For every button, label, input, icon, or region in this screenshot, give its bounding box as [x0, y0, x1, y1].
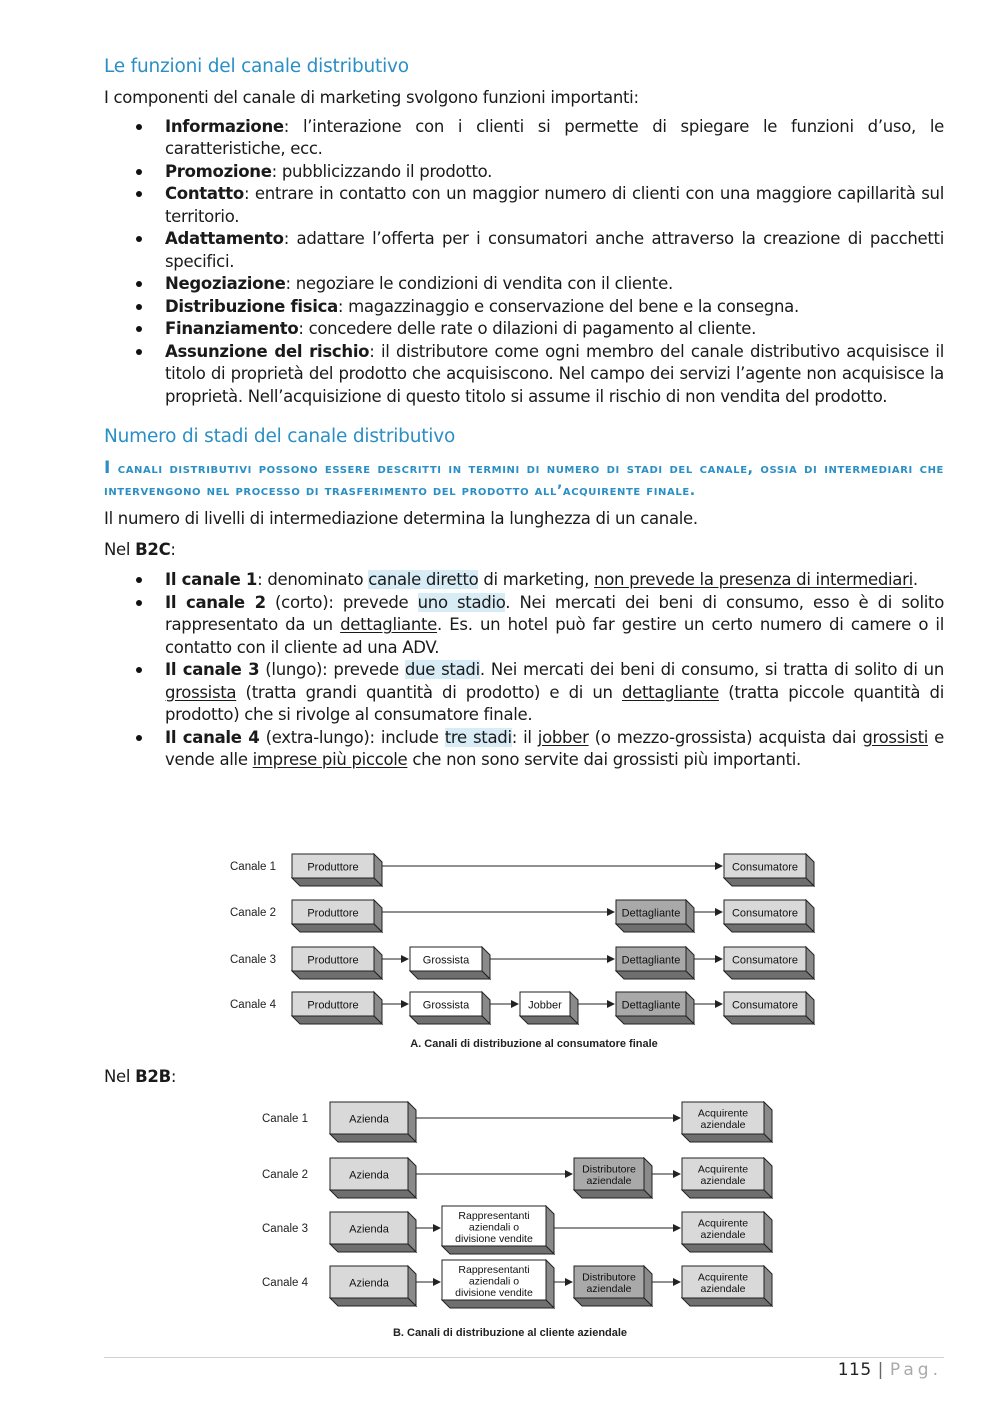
- box-label: aziendale: [700, 1283, 746, 1295]
- produttore-box: [292, 854, 382, 886]
- diagram-b-caption: B. Canali di distribuzione al cliente aziendale: [392, 1327, 628, 1339]
- highlight: canale diretto: [368, 570, 479, 589]
- box-label: Dettagliante: [621, 907, 681, 920]
- row-label: Canale 1: [262, 1113, 309, 1125]
- box-label: Produttore: [307, 907, 359, 920]
- term: Contatto: [165, 184, 244, 203]
- term-text: : adattare l’offerta per i consumatori anche attraverso la creazione di pacchetti specifici.: [165, 229, 944, 271]
- footer-separator: |: [877, 1360, 884, 1380]
- row-label: Canale 4: [262, 1277, 309, 1289]
- rappresentanti-box: [442, 1206, 554, 1254]
- box-label: Rappresentanti: [458, 1263, 530, 1276]
- box-label: Distributore: [582, 1271, 636, 1284]
- b2b-suffix: :: [170, 1067, 177, 1086]
- intro-paragraph: I componenti del canale di marketing svolgono funzioni importanti:: [104, 88, 639, 107]
- box-label: Rappresentanti: [458, 1209, 530, 1222]
- text: (tratta grandi quantità di prodotto) e di un: [236, 682, 622, 702]
- box-label: Consumatore: [731, 954, 799, 967]
- underlined-text: non prevede la presenza di intermediari: [594, 570, 913, 589]
- row-label: Canale 3: [230, 954, 277, 966]
- box-label: Acquirente: [697, 1163, 749, 1176]
- row-label: Canale 4: [230, 999, 277, 1011]
- grossista-box: [410, 992, 490, 1024]
- text: (o mezzo-grossista) acquista dai: [588, 727, 863, 747]
- distributore-box: [574, 1158, 652, 1198]
- box-label: Consumatore: [731, 861, 799, 874]
- box-label: aziendale: [700, 1175, 746, 1187]
- grossista-box: [410, 947, 490, 979]
- list-item: [165, 273, 944, 296]
- row-label: Canale 3: [262, 1223, 309, 1235]
- term: Distribuzione fisica: [165, 296, 338, 316]
- acquirente-box: [682, 1212, 772, 1252]
- highlight: due stadi: [404, 660, 480, 679]
- row-label: Canale 2: [230, 907, 277, 919]
- box-label: Produttore: [307, 954, 359, 967]
- list-item: [165, 161, 944, 184]
- box-label: aziendale: [586, 1175, 632, 1187]
- text: : denominato: [257, 570, 369, 589]
- box-label: Jobber: [528, 999, 562, 1012]
- acquirente-box: [682, 1102, 772, 1142]
- text: che non sono servite dai grossisti più importanti.: [407, 750, 801, 769]
- footer-divider: [104, 1357, 944, 1358]
- term: Finanziamento: [165, 319, 299, 338]
- page-label: Pag.: [889, 1360, 942, 1380]
- caps-text: canali distributivi possono essere descritti in termini di numero di stadi del canale, ossia di intermediari che intervengono nel processo di trasferimento del prodotto all’acquirente finale.: [104, 461, 944, 499]
- list-item-canale-4: [165, 727, 944, 772]
- page-footer: [838, 1360, 942, 1380]
- b2c-suffix: :: [170, 539, 176, 559]
- functions-list: [104, 116, 944, 409]
- dettagliante-box: [616, 947, 694, 979]
- jobber-box: [520, 992, 578, 1024]
- channel-name: Il canale 3: [165, 660, 260, 679]
- term: Promozione: [165, 161, 272, 181]
- list-item-canale-1: [165, 569, 944, 592]
- box-label: Acquirente: [697, 1271, 749, 1284]
- azienda-box: [330, 1158, 416, 1198]
- text: (tratta piccole quantità di prodotto) che si rivolge al consumatore finale.: [165, 682, 944, 724]
- box-label: aziendali o: [468, 1221, 520, 1234]
- distributore-box: [574, 1266, 652, 1306]
- consumatore-box: [724, 947, 814, 979]
- consumatore-box: [724, 854, 814, 886]
- list-item: [165, 296, 944, 319]
- row-label: Canale 2: [262, 1169, 309, 1181]
- text: (extra-lungo): include: [259, 727, 445, 747]
- list-item-canale-3: [165, 659, 944, 727]
- produttore-box: [292, 992, 382, 1024]
- box-label: Distributore: [582, 1163, 636, 1176]
- diagram-b2b-channels: [256, 1098, 796, 1348]
- term-text: : l’interazione con i clienti si permette di spiegare le funzioni d’uso, le caratteristiche, ecc.: [165, 116, 944, 158]
- box-label: divisione vendite: [455, 1232, 533, 1245]
- underlined-text: jobber: [537, 727, 589, 747]
- box-label: aziendale: [700, 1229, 746, 1241]
- acquirente-box: [682, 1266, 772, 1306]
- box-label: Dettagliante: [621, 999, 681, 1012]
- list-item: [165, 228, 944, 273]
- rappresentanti-box: [442, 1260, 554, 1308]
- small-caps-definition: [104, 457, 944, 502]
- term-text: : magazzinaggio e conservazione del bene e la consegna.: [337, 296, 799, 316]
- section-title-stadi: Numero di stadi del canale distributivo: [104, 426, 456, 447]
- box-label: Azienda: [349, 1223, 389, 1236]
- channel-name: Il canale 2: [165, 592, 266, 612]
- page-content: [104, 56, 944, 772]
- box-label: Acquirente: [697, 1107, 749, 1120]
- box-label: Acquirente: [697, 1217, 749, 1230]
- underlined-text: dettagliante: [621, 682, 719, 702]
- text: . Nei mercati dei beni di consumo, si tratta di solito di un: [479, 660, 944, 679]
- list-item-canale-2: [165, 592, 944, 660]
- box-label: Consumatore: [731, 999, 799, 1012]
- consumatore-box: [724, 992, 814, 1024]
- underlined-text: imprese più piccole: [252, 750, 408, 769]
- text: . Es. un hotel può far gestire un certo numero di camere o il contatto con il cliente ad una ADV.: [165, 615, 944, 657]
- box-label: aziendale: [700, 1119, 746, 1131]
- box-label: Produttore: [307, 861, 359, 874]
- list-item: [165, 183, 944, 228]
- box-label: aziendale: [586, 1283, 632, 1295]
- term-text: : il distributore come ogni membro del canale distributivo acquisisce il titolo di proprietà del prodotto che acquisiscono. Nel campo dei servizi l’agente non acquisisce la proprietà. Nell’acquisizione di questo titolo si assume il rischio di non vendita del prodotto.: [165, 341, 944, 406]
- box-label: aziendali o: [468, 1275, 520, 1288]
- b2c-bold: B2C: [135, 539, 171, 559]
- term-text: : entrare in contatto con un maggior numero di clienti con una maggiore capillarità sul territorio.: [165, 184, 944, 226]
- acquirente-box: [682, 1158, 772, 1198]
- text: . Nei mercati dei beni di consumo, esso è di solito rappresentato da un: [165, 592, 944, 634]
- term-text: : pubblicizzando il prodotto.: [271, 161, 493, 181]
- highlight: uno stadio: [417, 592, 506, 612]
- list-item: [165, 116, 944, 161]
- box-label: Azienda: [349, 1169, 389, 1182]
- levels-paragraph: Il numero di livelli di intermediazione determina la lunghezza di un canale.: [104, 509, 698, 528]
- box-label: Azienda: [349, 1113, 389, 1126]
- azienda-box: [330, 1212, 416, 1252]
- box-label: Grossista: [422, 999, 470, 1012]
- term: Negoziazione: [165, 274, 286, 293]
- channel-name: Il canale 1: [165, 570, 258, 589]
- page-number: 115: [837, 1360, 872, 1380]
- text: : il: [511, 727, 538, 747]
- b2b-label: [104, 1066, 176, 1089]
- box-label: Produttore: [307, 999, 359, 1012]
- diagram-a-caption: A. Canali di distribuzione al consumatore finale: [410, 1038, 658, 1050]
- produttore-box: [292, 947, 382, 979]
- box-label: Dettagliante: [621, 954, 681, 967]
- text: di marketing,: [478, 570, 595, 589]
- b2c-channels-list: [104, 569, 944, 772]
- b2b-bold: B2B: [135, 1067, 171, 1086]
- underlined-text: dettagliante: [340, 615, 438, 634]
- highlight: tre stadi: [444, 727, 512, 747]
- azienda-box: [330, 1102, 416, 1142]
- term: Informazione: [165, 116, 284, 136]
- b2c-label: [104, 539, 944, 562]
- azienda-box: [330, 1266, 416, 1306]
- dettagliante-box: [616, 900, 694, 932]
- text: e vende alle: [165, 727, 944, 769]
- underlined-text: grossista: [165, 682, 237, 702]
- box-label: Grossista: [422, 954, 470, 967]
- text: .: [912, 570, 918, 589]
- row-label: Canale 1: [230, 861, 277, 873]
- box-label: Azienda: [349, 1277, 389, 1290]
- term-text: : concedere delle rate o dilazioni di pagamento al cliente.: [298, 319, 757, 338]
- list-item: [165, 341, 944, 409]
- text: (corto): prevede: [265, 592, 418, 612]
- underlined-text: grossisti: [862, 727, 929, 747]
- term-text: : negoziare le condizioni di vendita con il cliente.: [285, 274, 673, 293]
- drop-letter: I: [104, 458, 111, 478]
- section-title-funzioni: Le funzioni del canale distributivo: [104, 56, 409, 77]
- term: Adattamento: [165, 229, 284, 248]
- b2b-prefix: Nel: [104, 1067, 136, 1086]
- produttore-box: [292, 900, 382, 932]
- channel-name: Il canale 4: [165, 727, 260, 747]
- consumatore-box: [724, 900, 814, 932]
- term: Assunzione del rischio: [165, 341, 370, 361]
- b2c-prefix: Nel: [104, 539, 136, 559]
- text: (lungo): prevede: [259, 660, 405, 679]
- box-label: Consumatore: [731, 907, 799, 920]
- box-label: divisione vendite: [455, 1286, 533, 1299]
- diagram-b2c-channels: [224, 850, 844, 1050]
- dettagliante-box: [616, 992, 694, 1024]
- list-item: [165, 318, 944, 341]
